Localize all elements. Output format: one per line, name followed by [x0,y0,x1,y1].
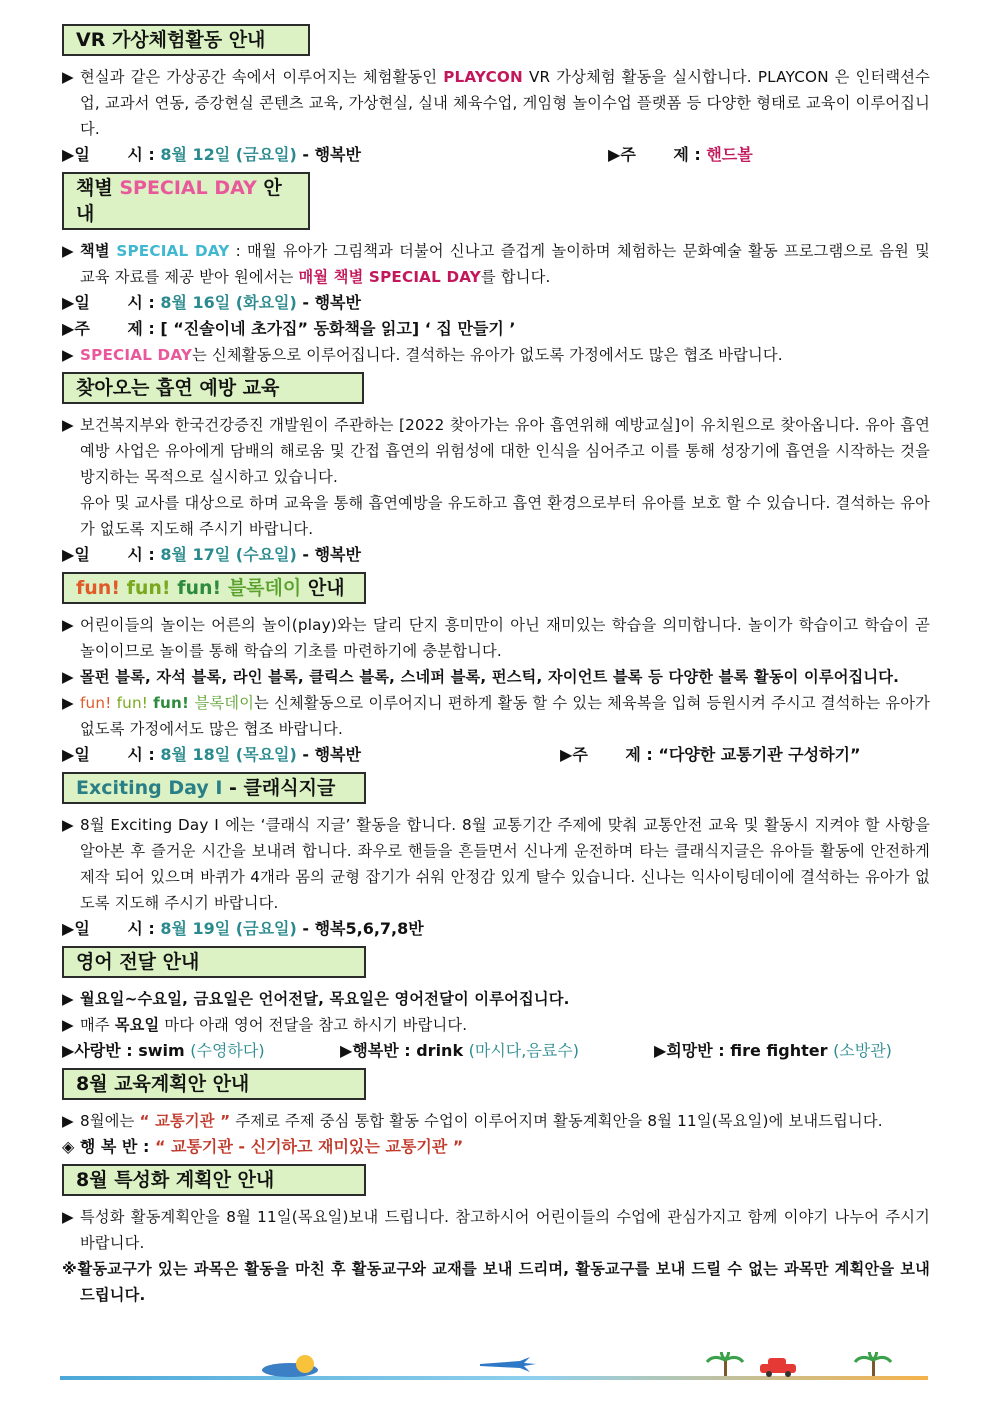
plan-class-line: ◈ 행 복 반 : “ 교통기관 - 신기하고 재미있는 교통기관 ” [62,1137,464,1156]
english-paragraph-2: ▶ 매주 목요일 마다 아래 영어 전달을 참고 하시기 바랍니다. [62,1016,468,1034]
vr-date-line: ▶일 시 : 8월 12일 (금요일) - 행복반 ▶주 제 : 핸드볼 [62,145,753,164]
special-note: ※활동교구가 있는 과목은 활동을 마친 후 활동교구와 교재를 보내 드리며, 활동교구를 보내 드릴 수 없는 과목만 계획안을 보내 드립니다. [62,1260,930,1304]
palm-tree-icon [707,1352,743,1376]
vr-section-title: VR 가상체험활동 안내 [62,24,310,56]
sun-icon [296,1355,314,1373]
book-date-line: ▶일 시 : 8월 16일 (화요일) - 행복반 [62,293,361,312]
vr-paragraph: ▶ 현실과 같은 가상공간 속에서 이루어지는 체험활동인 PLAYCON VR 가상체험 활동을 실시합니다. PLAYCON 은 인터랙션수업, 교과서 연동, 증강현실 콘텐츠 교육, 가상현실, 실내 체육수업, 게임형 놀이수업 플랫폼 등 다양한 형태로 교육이 이루어집니다. [62,64,930,142]
exciting-date-line: ▶일 시 : 8월 19일 (금요일) - 행복5,6,7,8반 [62,919,424,938]
english-paragraph-1: ▶ 월요일~수요일, 금요일은 언어전달, 목요일은 영어전달이 이루어집니다. [62,990,570,1008]
plan-section-title: 8월 교육계획안 안내 [62,1068,366,1100]
car-icon [760,1358,796,1377]
english-words-line: ▶사랑반 : swim (수영하다) ▶행복반 : drink (마시다,음료수) ▶희망반 : fire fighter (소방관) [62,1041,892,1060]
block-paragraph-3: ▶ fun! fun! fun! 블록데이는 신체활동으로 이루어지니 편하게 활동 할 수 있는 체육복을 입혀 등원시켜 주시고 결석하는 유아가 없도록 가정에서도 많은 협조 바랍니다. [62,694,931,738]
newsletter-page [62,24,930,1308]
book-section-title: 책별 SPECIAL DAY 안내 [62,172,310,230]
bullet-icon: ▶ [62,68,74,86]
palm-tree-icon-2 [855,1352,891,1376]
english-section-title: 영어 전달 안내 [62,946,366,978]
block-section-title: fun! fun! fun! 블록데이 안내 [62,572,366,604]
smoke-paragraph-1: ▶ 보건복지부와 한국건강증진 개발원이 주관하는 [2022 찾아가는 유아 흡연위해 예방교실]이 유치원으로 찾아옵니다. 유아 흡연 예방 사업은 유아에게 담배의 해로움 및 간접 흡연의 위험성에 대한 인식을 심어주고 이를 통해 성장기에 흡연을 시작하는 것을 방지하는 목적으로 실시하고 있습니다. [62,416,930,486]
footer-decoration [60,1352,928,1382]
block-paragraph-2: ▶ 몰펀 블록, 자석 블록, 라인 블록, 클릭스 블록, 스네퍼 블록, 펀스틱, 자이언트 블록 등 다양한 블록 활동이 이루어집니다. [62,668,900,686]
airplane-icon [480,1357,536,1372]
exciting-paragraph: ▶ 8월 Exciting Day Ⅰ 에는 ‘클래식 지글’ 활동을 합니다. 8월 교통기간 주제에 맞춰 교통안전 교육 및 활동시 지켜야 할 사항을 알아본 후 즐거운 시간을 보내려 합니다. 좌우로 핸들을 흔들면서 신나게 운전하며 타는 클래식지글은 유아들 활동에 안전하게 제작 되어 있으며 바퀴가 4개라 몸의 균형 잡기가 쉬워 안정감 있게 탈수 있습니다. 신나는 익사이팅데이에 결석하는 유아가 없도록 지도해 주시기 바랍니다. [62,816,930,912]
book-topic-line: ▶주 제 : [ “진솔이네 초가집” 동화책을 읽고] ‘ 집 만들기 ’ [62,319,516,338]
book-note: ▶ SPECIAL DAY는 신체활동으로 이루어집니다. 결석하는 유아가 없도록 가정에서도 많은 협조 바랍니다. [62,346,783,364]
block-paragraph-1: ▶ 어린이들의 놀이는 어른의 놀이(play)와는 달리 단지 흥미만이 아닌 재미있는 학습을 의미합니다. 놀이가 학습이고 학습이 곧 놀이이므로 놀이를 통해 학습의 기초를 마련하기에 충분합니다. [62,616,930,660]
footer-line [60,1376,928,1380]
smoke-section-title: 찾아오는 흡연 예방 교육 [62,372,364,404]
block-date-line: ▶일 시 : 8월 18일 (목요일) - 행복반 ▶주 제 : “다양한 교통기관 구성하기” [62,745,861,764]
book-paragraph: ▶ 책별 SPECIAL DAY : 매월 유아가 그림책과 더불어 신나고 즐겁게 놀이하며 체험하는 문화예술 활동 프로그램으로 음원 및 교육 자료를 제공 받아 원에서는 매월 책별 SPECIAL DAY를 합니다. [62,242,930,286]
special-paragraph: ▶ 특성화 활동계획안을 8월 11일(목요일)보내 드립니다. 참고하시어 어린이들의 수업에 관심가지고 함께 이야기 나누어 주시기 바랍니다. [62,1208,930,1252]
smoke-paragraph-2: 유아 및 교사를 대상으로 하며 교육을 통해 흡연예방을 유도하고 흡연 환경으로부터 유아를 보호 할 수 있습니다. 결석하는 유아가 없도록 지도해 주시기 바랍니다. [80,494,930,538]
plan-paragraph: ▶ 8월에는 “ 교통기관 ” 주제로 주제 중심 통합 활동 수업이 이루어지며 활동계획안을 8월 11일(목요일)에 보내드립니다. [62,1112,883,1130]
smoke-date-line: ▶일 시 : 8월 17일 (수요일) - 행복반 [62,545,361,564]
exciting-section-title: Exciting Day Ⅰ - 클래식지글 [62,772,366,804]
special-section-title: 8월 특성화 계획안 안내 [62,1164,366,1196]
